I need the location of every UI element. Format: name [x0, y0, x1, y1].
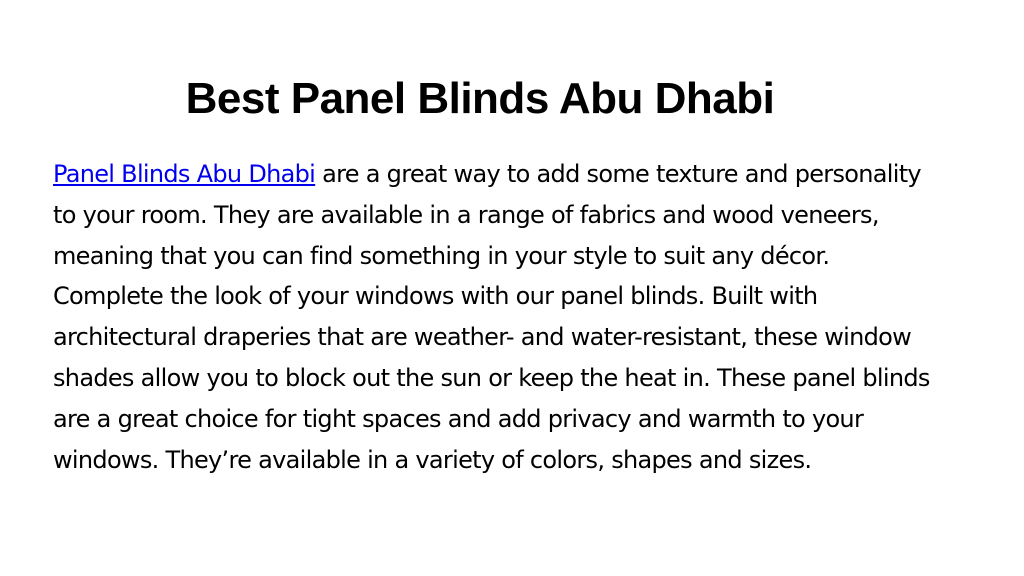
body-paragraph	[53, 154, 933, 480]
body-text: are a great way to add some texture and personality to your room. They are available in a range of fabrics and wood veneers, meaning that you can find something in your style to suit any décor. Complete the look of your windows with our panel blinds. Built with architectural draperies that are weather- and water-resistant, these window shades allow you to block out the sun or keep the heat in. These panel blinds are a great choice for tight spaces and add privacy and warmth to your windows. They’re available in a variety of colors, shapes and sizes.	[53, 160, 930, 474]
slide-title: Best Panel Blinds Abu Dhabi	[185, 74, 775, 124]
panel-blinds-link[interactable]: Panel Blinds Abu Dhabi	[53, 160, 316, 188]
